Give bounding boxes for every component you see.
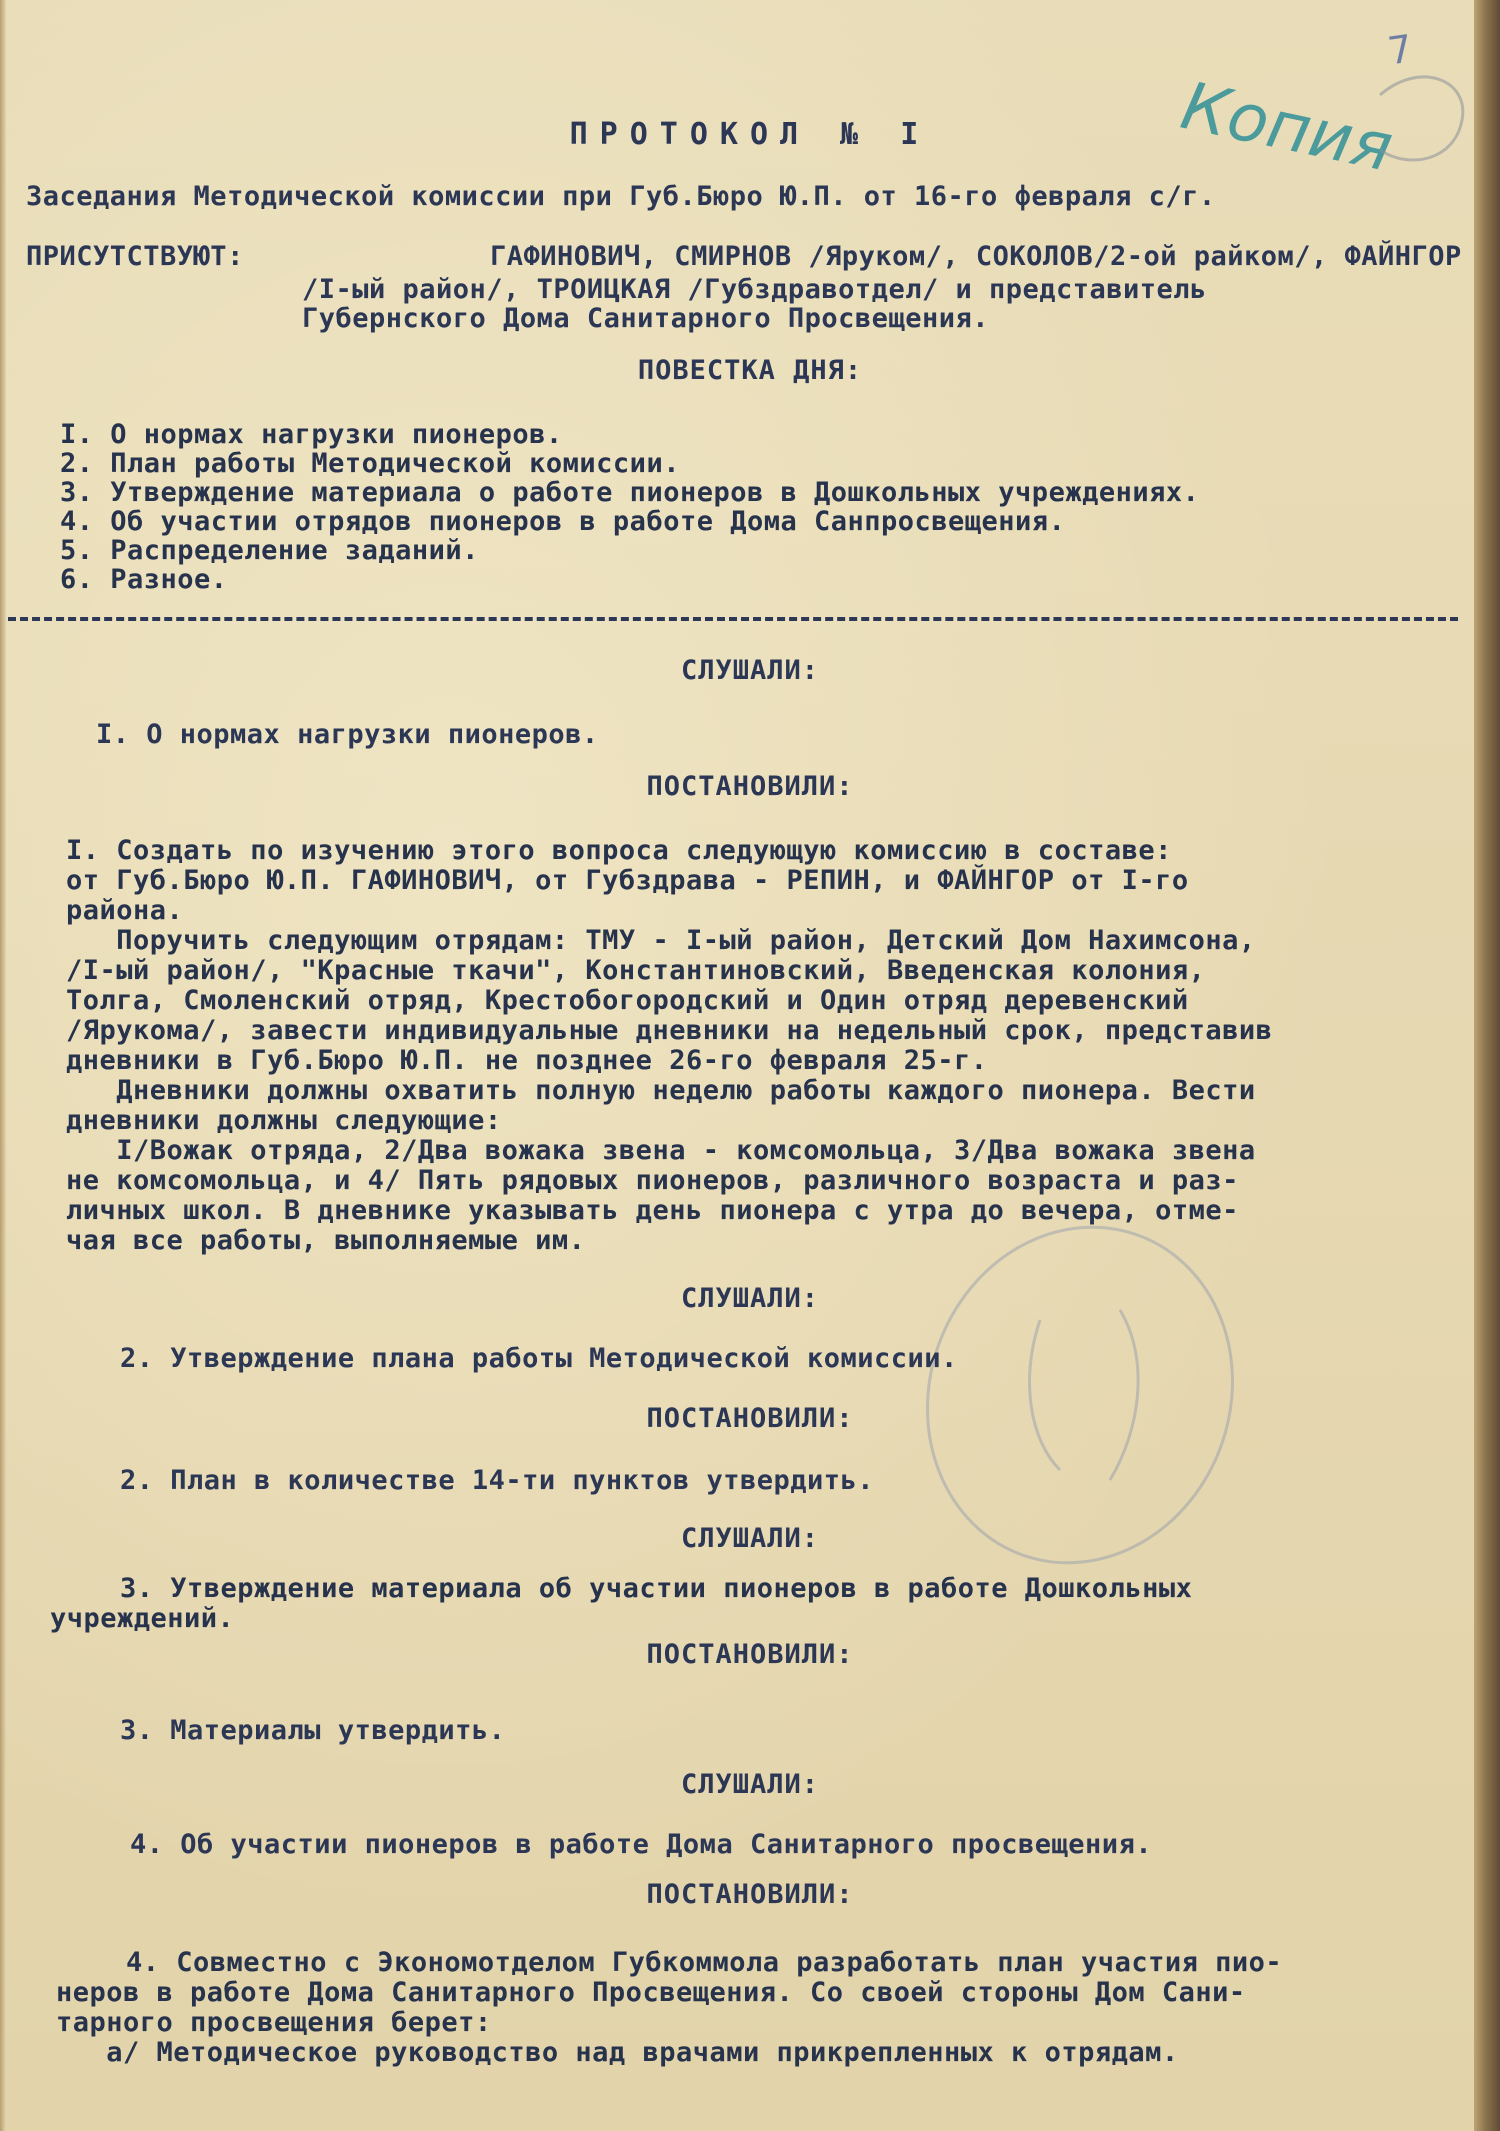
resolution-line: от Губ.Бюро Ю.П. ГАФИНОВИЧ, от Губздрава - РЕПИН, и ФАЙНГОР от I-го	[66, 865, 1189, 896]
resolution-line: /Ярукома/, завести индивидуальные дневники на недельный срок, представив	[66, 1015, 1273, 1046]
agenda-heading: ПОВЕСТКА ДНЯ:	[637, 355, 863, 386]
resolution-line: а/ Методическое руководство над врачами прикрепленных к отрядам.	[56, 2037, 1179, 2068]
resolution-line: тарного просвещения берет:	[56, 2007, 492, 2038]
listened-item-4: 4. Об участии пионеров в работе Дома Санитарного просвещения.	[130, 1829, 1153, 1860]
agenda-item: 3. Утверждение материала о работе пионеров в Дошкольных учреждениях.	[60, 477, 1200, 508]
agenda-item: I. О нормах нагрузки пионеров.	[60, 419, 563, 450]
resolved-heading: ПОСТАНОВИЛИ:	[646, 771, 854, 802]
listened-item-2: 2. Утверждение плана работы Методической комиссии.	[120, 1343, 958, 1374]
resolved-heading: ПОСТАНОВИЛИ:	[646, 1639, 854, 1670]
resolution-line: I/Вожак отряда, 2/Два вожака звена - комсомольца, 3/Два вожака звена	[66, 1135, 1256, 1166]
listened-line: 3. Утверждение материала об участии пионеров в работе Дошкольных	[120, 1573, 1193, 1604]
meeting-line: Заседания Методической комиссии при Губ.Бюро Ю.П. от 16-го февраля с/г.	[26, 181, 1216, 212]
listened-line: учреждений.	[50, 1603, 235, 1634]
resolution-line: чая все работы, выполняемые им.	[66, 1225, 586, 1256]
resolution-line: не комсомольца, и 4/ Пять рядовых пионеров, различного возраста и раз-	[66, 1165, 1239, 1196]
resolution-line: Толга, Смоленский отряд, Крестобогородский и Один отряд деревенский	[66, 985, 1189, 1016]
listened-item-3	[50, 1574, 1192, 1634]
resolution-line: личных школ. В дневнике указывать день пионера с утра до вечера, отме-	[66, 1195, 1239, 1226]
resolution-line: неров в работе Дома Санитарного Просвещения. Со своей стороны Дом Сани-	[56, 1977, 1246, 2008]
resolution-line: Поручить следующим отрядам: ТМУ - I-ый район, Детский Дом Нахимсона,	[66, 925, 1256, 956]
folio-number: 7	[1385, 26, 1416, 74]
resolution-line: 4. Совместно с Экономотделом Губкоммола разработать план участия пио-	[126, 1947, 1283, 1978]
resolution-line: /I-ый район/, "Красные ткачи", Константиновский, Введенская колония,	[66, 955, 1206, 986]
resolution-line: дневники в Губ.Бюро Ю.П. не позднее 26-го февраля 25-г.	[66, 1045, 988, 1076]
listened-heading: СЛУШАЛИ:	[680, 1523, 820, 1554]
agenda-item: 5. Распределение заданий.	[60, 535, 479, 566]
pencil-stroke	[1030, 1320, 1060, 1470]
resolution-line: Дневники должны охватить полную неделю работы каждого пионера. Вести	[66, 1075, 1256, 1106]
resolved-item-2: 2. План в количестве 14-ти пунктов утвердить.	[120, 1465, 874, 1496]
attendees-line: Губернского Дома Санитарного Просвещения.	[302, 303, 989, 334]
resolved-heading: ПОСТАНОВИЛИ:	[646, 1879, 854, 1910]
agenda-list	[60, 420, 1199, 594]
listened-item-1: I. О нормах нагрузки пионеров.	[96, 719, 599, 750]
listened-heading: СЛУШАЛИ:	[680, 1769, 820, 1800]
resolved-item-4	[56, 1948, 1282, 2068]
resolved-item-1	[66, 836, 1272, 1256]
resolved-heading: ПОСТАНОВИЛИ:	[646, 1403, 854, 1434]
agenda-item: 2. План работы Методической комиссии.	[60, 448, 680, 479]
page-left-edge	[0, 0, 6, 2131]
agenda-item: 4. Об участии отрядов пионеров в работе Дома Санпросвещения.	[60, 506, 1066, 537]
resolution-line: I. Создать по изучению этого вопроса следующую комиссию в составе:	[66, 835, 1172, 866]
resolution-line: дневники должны следующие:	[66, 1105, 502, 1136]
page-binding-edge	[1474, 0, 1500, 2131]
listened-heading: СЛУШАЛИ:	[680, 655, 820, 686]
attendees-line: /I-ый район/, ТРОИЦКАЯ /Губздравотдел/ и представитель	[302, 274, 1207, 305]
listened-heading: СЛУШАЛИ:	[680, 1283, 820, 1314]
agenda-item: 6. Разное.	[60, 564, 228, 595]
document-title: ПРОТОКОЛ № I	[569, 117, 931, 152]
attendees-label: ПРИСУТСТВУЮТ:	[26, 241, 244, 272]
pencil-stroke	[1110, 1310, 1138, 1480]
copy-stamp-text: Копия	[1174, 67, 1400, 187]
resolved-item-3: 3. Материалы утвердить.	[120, 1715, 506, 1746]
resolution-line: района.	[66, 895, 184, 926]
attendees-line: ГАФИНОВИЧ, СМИРНОВ /Яруком/, СОКОЛОВ/2-ой райком/, ФАЙНГОР	[490, 241, 1462, 272]
dashed-divider	[8, 617, 1458, 621]
